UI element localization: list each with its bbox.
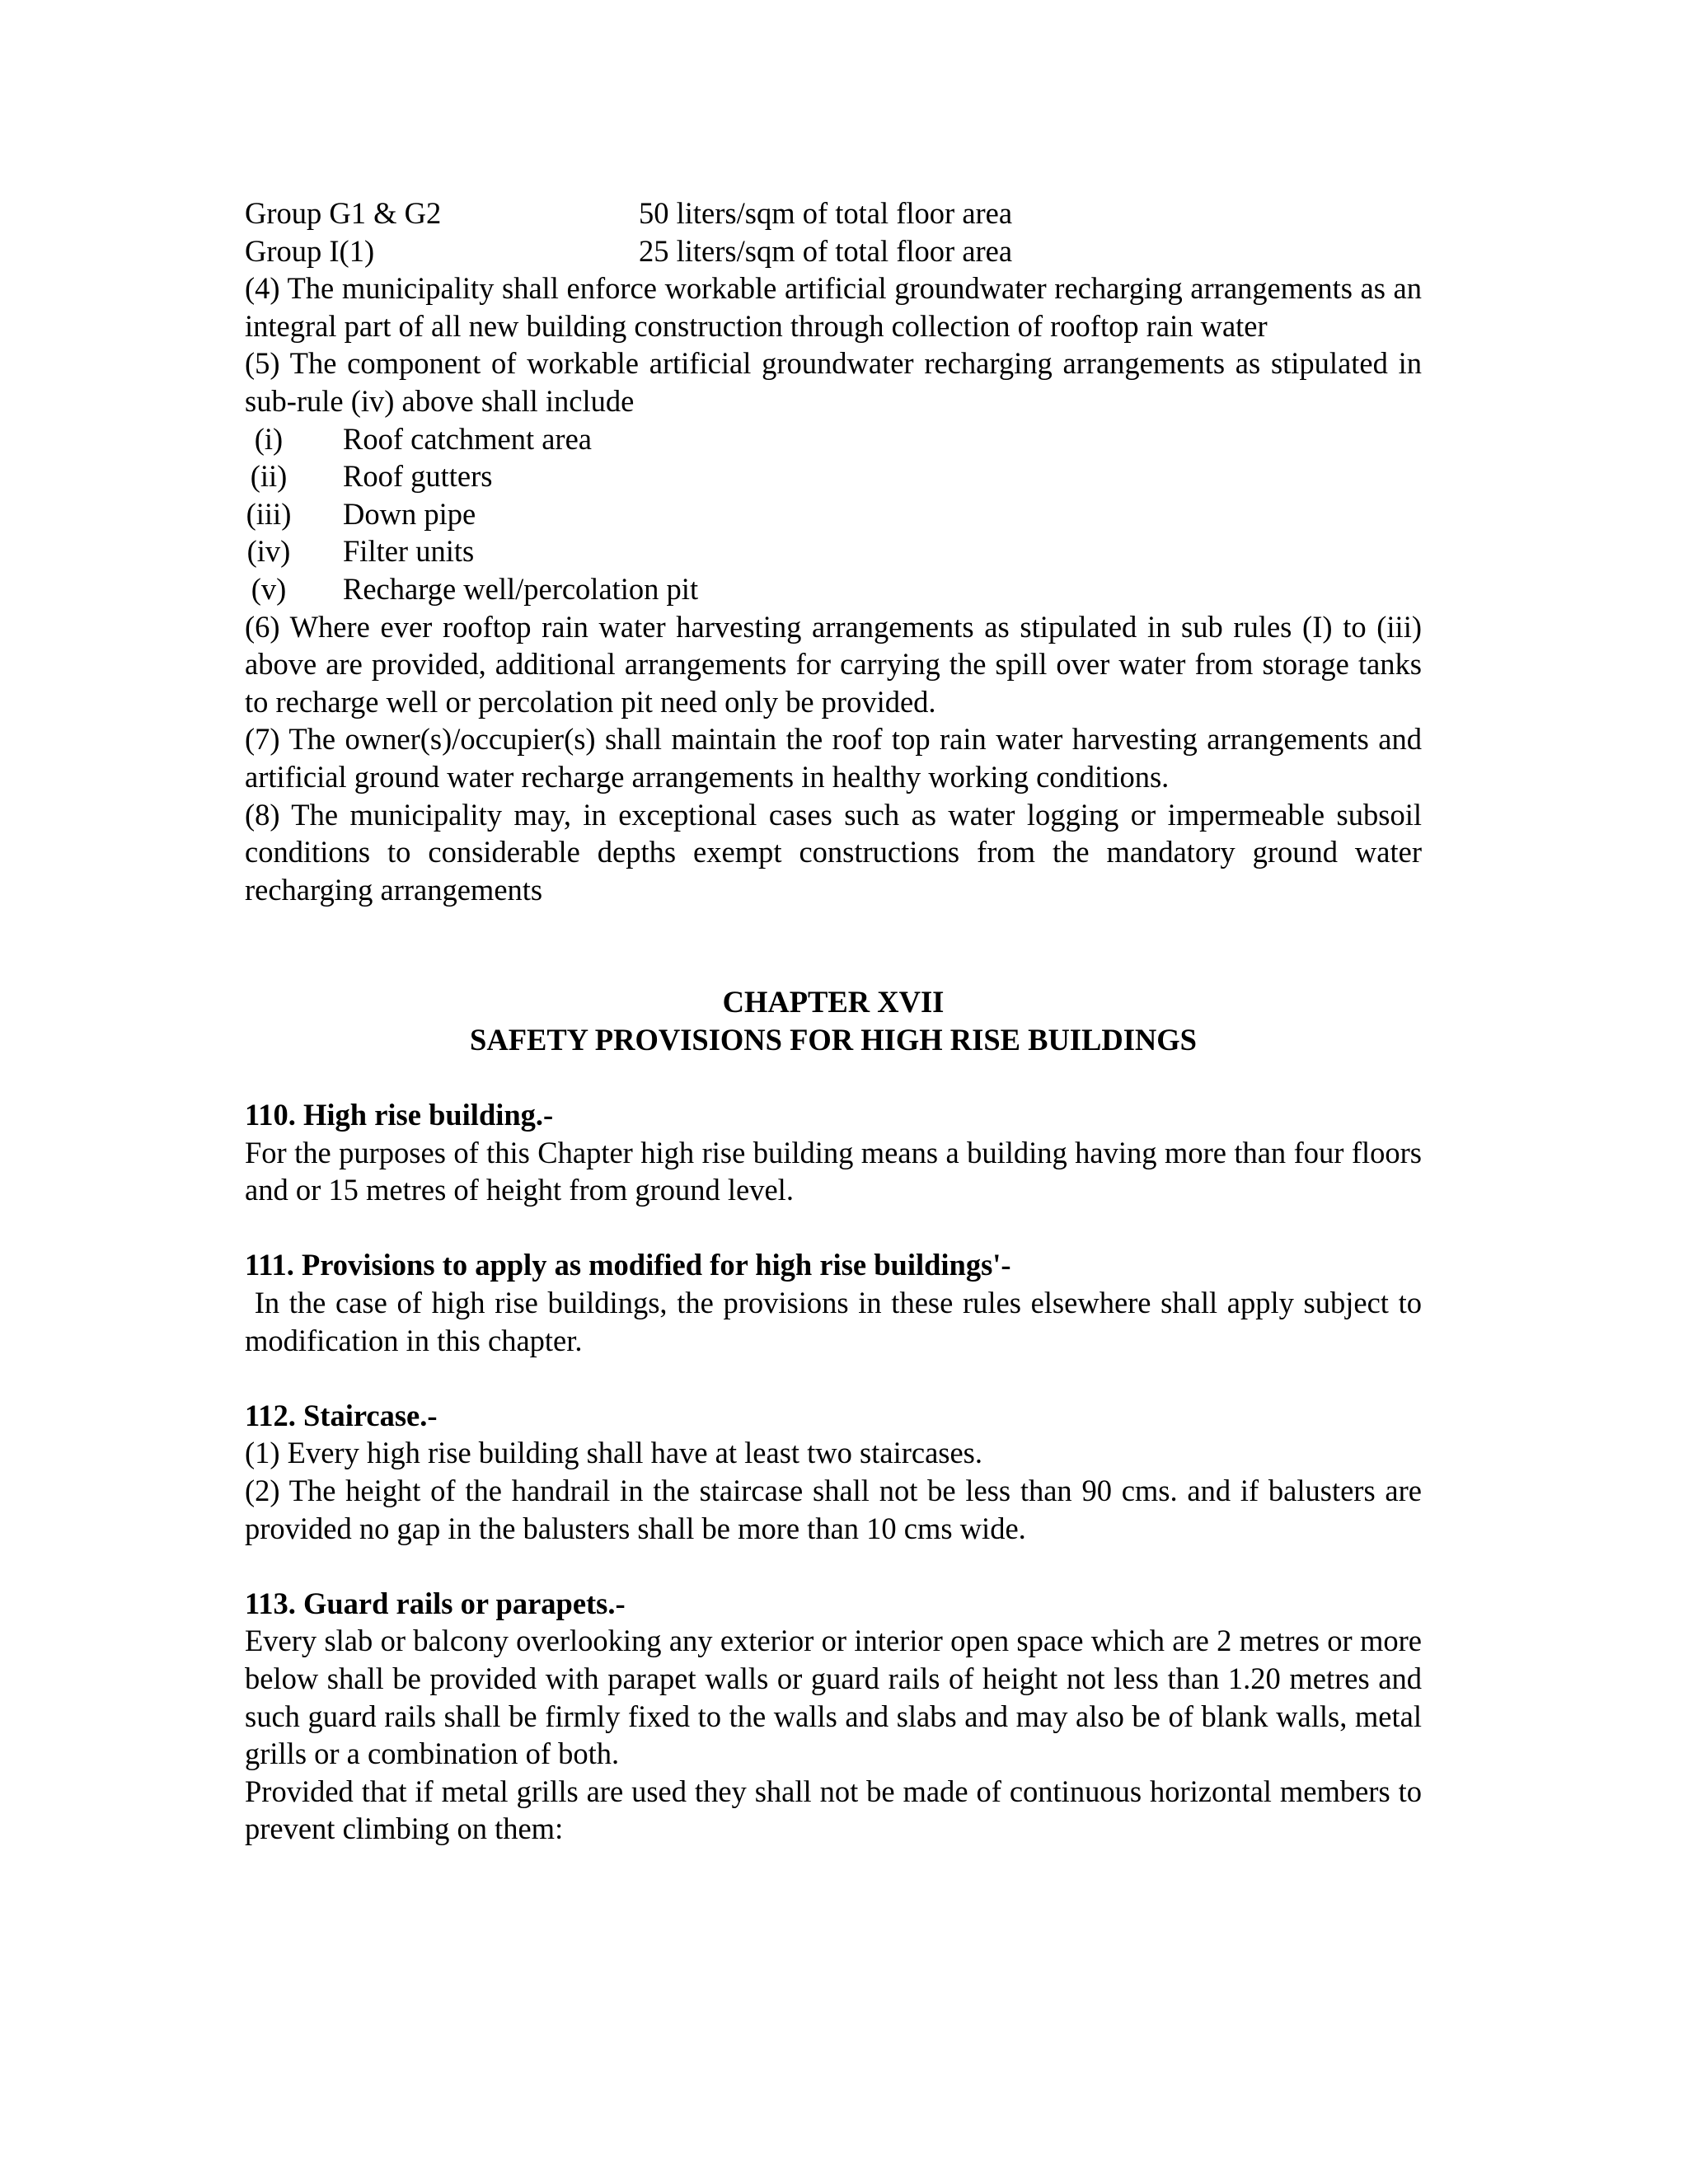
list-text: Down pipe — [343, 496, 476, 531]
paragraph-8: (8) The municipality may, in exceptional cases such as water logging or impermeable subsoil conditions to considerable depths exempt constructions from the mandatory ground water recharging arrangements — [245, 797, 1422, 907]
list-text: Recharge well/percolation pit — [343, 571, 699, 606]
section-113-para-1: Every slab or balcony overlooking any exterior or interior open space which are 2 metres or more below shall be provided with parapet walls or guard rails of height not less than 1.20 metres and such guard rails shall be firmly fixed to the walls and slabs and may also be of blank walls, metal grills or a combination of both. — [245, 1624, 1422, 1771]
list-text: Filter units — [343, 534, 475, 569]
group-value: 50 liters/sqm of total floor area — [639, 196, 1013, 230]
section-113-heading: 113. Guard rails or parapets.- — [245, 1586, 626, 1620]
section-112-para-1: (1) Every high rise building shall have at least two staircases. — [245, 1436, 983, 1470]
group-label: Group G1 & G2 — [245, 196, 442, 230]
list-item — [245, 532, 1422, 570]
list-number: (iv) — [246, 534, 291, 569]
paragraph-6: (6) Where ever rooftop rain water harvesting arrangements as stipulated in sub rules (I) to (iii) above are provided, additional arrangements for carrying the spill over water from storage tanks to recharge well or percolation pit need only be provided. — [245, 609, 1422, 719]
list-number: (iii) — [246, 496, 292, 531]
list-number: (v) — [251, 571, 287, 606]
group-value: 25 liters/sqm of total floor area — [639, 233, 1013, 268]
section-111-heading: 111. Provisions to apply as modified for high rise buildings'- — [245, 1248, 1011, 1282]
chapter-number: CHAPTER XVII — [722, 985, 945, 1019]
section-111-text: In the case of high rise buildings, the provisions in these rules elsewhere shall apply subject to modification in this chapter. — [245, 1286, 1423, 1357]
paragraph-4: (4) The municipality shall enforce workable artificial groundwater recharging arrangements as an integral part of all new building construction through collection of rooftop rain water — [245, 271, 1422, 343]
list-item — [245, 420, 1422, 458]
list-text: Roof gutters — [343, 459, 493, 494]
list-item — [245, 457, 1422, 495]
group-label: Group I(1) — [245, 233, 375, 268]
list-item — [245, 495, 1422, 533]
section-112-para-2: (2) The height of the handrail in the staircase shall not be less than 90 cms. and if balusters are provided no gap in the balusters shall be more than 10 cms wide. — [245, 1474, 1422, 1545]
water-table-row — [245, 232, 1422, 270]
paragraph-7: (7) The owner(s)/occupier(s) shall maintain the roof top rain water harvesting arrangements and artificial ground water recharge arrangements in healthy working conditions. — [245, 722, 1422, 794]
list-number: (ii) — [250, 459, 288, 494]
section-110-text: For the purposes of this Chapter high rise building means a building having more than four floors and or 15 metres of height from ground level. — [245, 1135, 1422, 1207]
chapter-title: SAFETY PROVISIONS FOR HIGH RISE BUILDINGS — [470, 1022, 1197, 1057]
list-number: (i) — [254, 421, 284, 456]
water-table-row — [245, 194, 1422, 232]
section-110-heading: 110. High rise building.- — [245, 1098, 554, 1132]
section-112-heading: 112. Staircase.- — [245, 1398, 438, 1432]
paragraph-5: (5) The component of workable artificial groundwater recharging arrangements as stipulated in sub-rule (iv) above shall include — [245, 346, 1422, 418]
list-text: Roof catchment area — [343, 421, 592, 456]
document-page — [245, 194, 1422, 1848]
section-113-proviso: Provided that if metal grills are used they shall not be made of continuous horizontal members to prevent climbing on them: — [245, 1774, 1422, 1846]
list-item — [245, 570, 1422, 608]
